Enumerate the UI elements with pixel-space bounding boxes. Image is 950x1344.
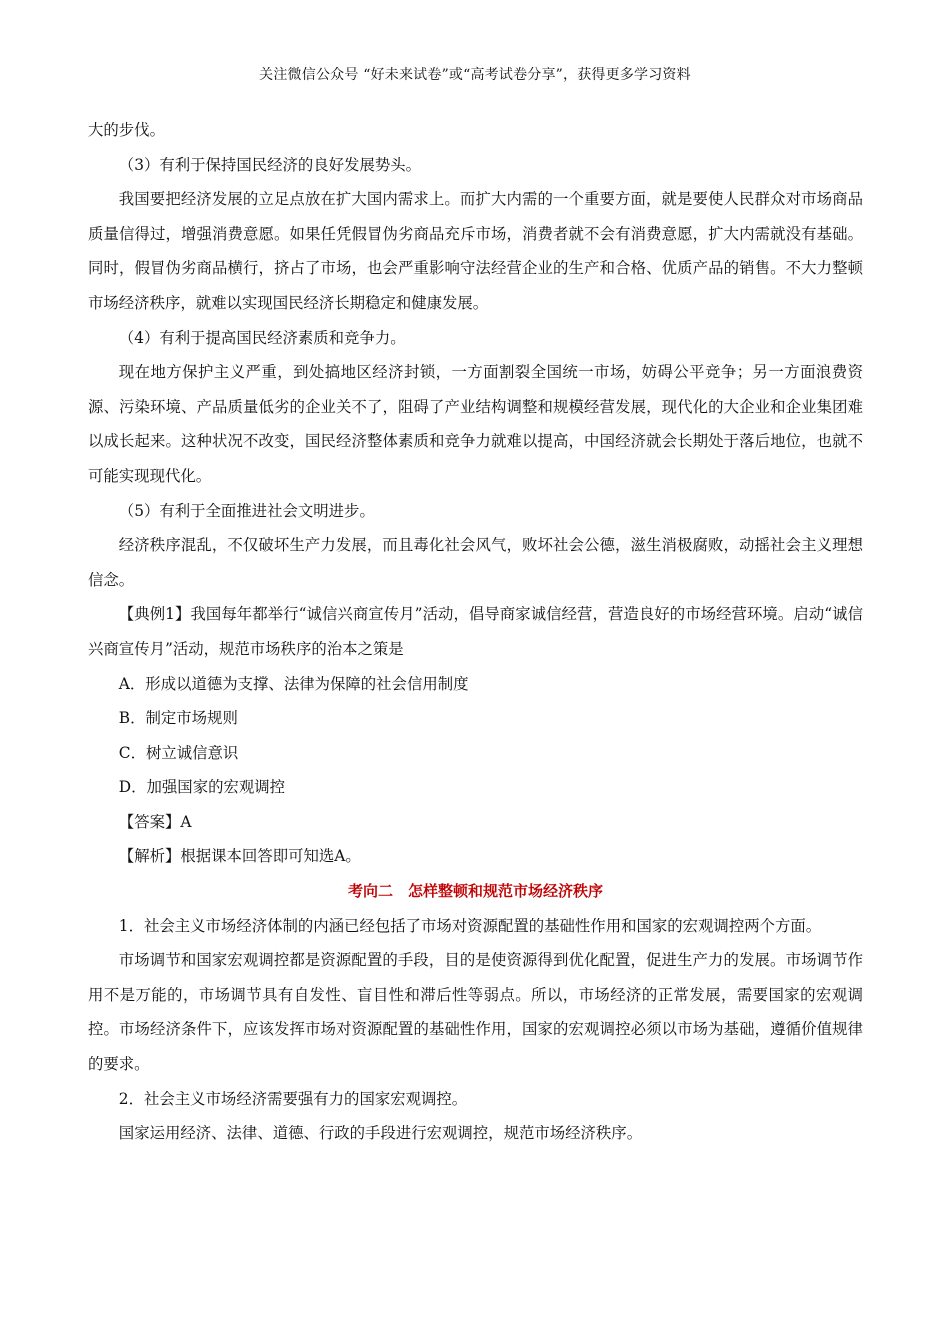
example-question: 【典例1】我国每年都举行“诚信兴商宣传月”活动，倡导商家诚信经营，营造良好的市场经营环境。启动“诚信兴商宣传月”活动，规范市场秩序的治本之策是 [88, 605, 863, 658]
section-point-2-body: 国家运用经济、法律、道德、行政的手段进行宏观调控，规范市场经济秩序。 [118, 1124, 643, 1143]
point-3-heading: （3）有利于保持国民经济的良好发展势头。 [118, 155, 422, 174]
section-point-1-body: 市场调节和国家宏观调控都是资源配置的手段，目的是使资源得到优化配置，促进生产力的发展。市场调节作用不是万能的，市场调节具有自发性、盲目性和滞后性等弱点。所以，市场经济的正常发展，需要国家的宏观调控。市场经济条件下，应该发挥市场对资源配置的基础性作用，国家的宏观调控必须以市场为基础，遵循价值规律的要求。 [88, 951, 863, 1074]
option-c: C．树立诚信意识 [118, 743, 239, 762]
example-answer: 【答案】A [118, 812, 192, 831]
document-body [88, 113, 863, 1151]
option-b: B．制定市场规则 [118, 709, 238, 728]
section-point-2: 2．社会主义市场经济需要强有力的国家宏观调控。 [118, 1089, 468, 1108]
paragraph-continuation: 大的步伐。 [88, 121, 165, 139]
option-a: A．形成以道德为支撑、法律为保障的社会信用制度 [118, 674, 469, 693]
section-point-1: 1．社会主义市场经济体制的内涵已经包括了市场对资源配置的基础性作用和国家的宏观调控两个方面。 [118, 916, 822, 935]
point-3-body: 我国要把经济发展的立足点放在扩大国内需求上。而扩大内需的一个重要方面，就是要使人民群众对市场商品质量信得过，增强消费意愿。如果任凭假冒伪劣商品充斥市场，消费者就不会有消费意愿，扩大内需就没有基础。同时，假冒伪劣商品横行，挤占了市场，也会严重影响守法经营企业的生产和合格、优质产品的销售。不大力整顿市场经济秩序，就难以实现国民经济长期稳定和健康发展。 [88, 190, 863, 312]
section-title: 考向二 怎样整顿和规范市场经济秩序 [347, 882, 603, 901]
point-5-body: 经济秩序混乱，不仅破坏生产力发展，而且毒化社会风气，败坏社会公德，滋生消极腐败，动摇社会主义理想信念。 [88, 536, 863, 589]
point-4-heading: （4）有利于提高国民经济素质和竞争力。 [118, 328, 406, 347]
option-d: D．加强国家的宏观调控 [118, 778, 286, 797]
point-4-body: 现在地方保护主义严重，到处搞地区经济封锁，一方面割裂全国统一市场，妨碍公平竞争；另一方面浪费资源、污染环境、产品质量低劣的企业关不了，阻碍了产业结构调整和规模经营发展，现代化的大企业和企业集团难以成长起来。这种状况不改变，国民经济整体素质和竞争力就难以提高，中国经济就会长期处于落后地位，也就不可能实现现代化。 [88, 363, 863, 485]
page-header: 关注微信公众号 “好未来试卷”或“高考试卷分享”，获得更多学习资料 [259, 67, 691, 83]
example-analysis: 【解析】根据课本回答即可知选A。 [118, 847, 361, 866]
point-5-heading: （5）有利于全面推进社会文明进步。 [118, 501, 375, 520]
